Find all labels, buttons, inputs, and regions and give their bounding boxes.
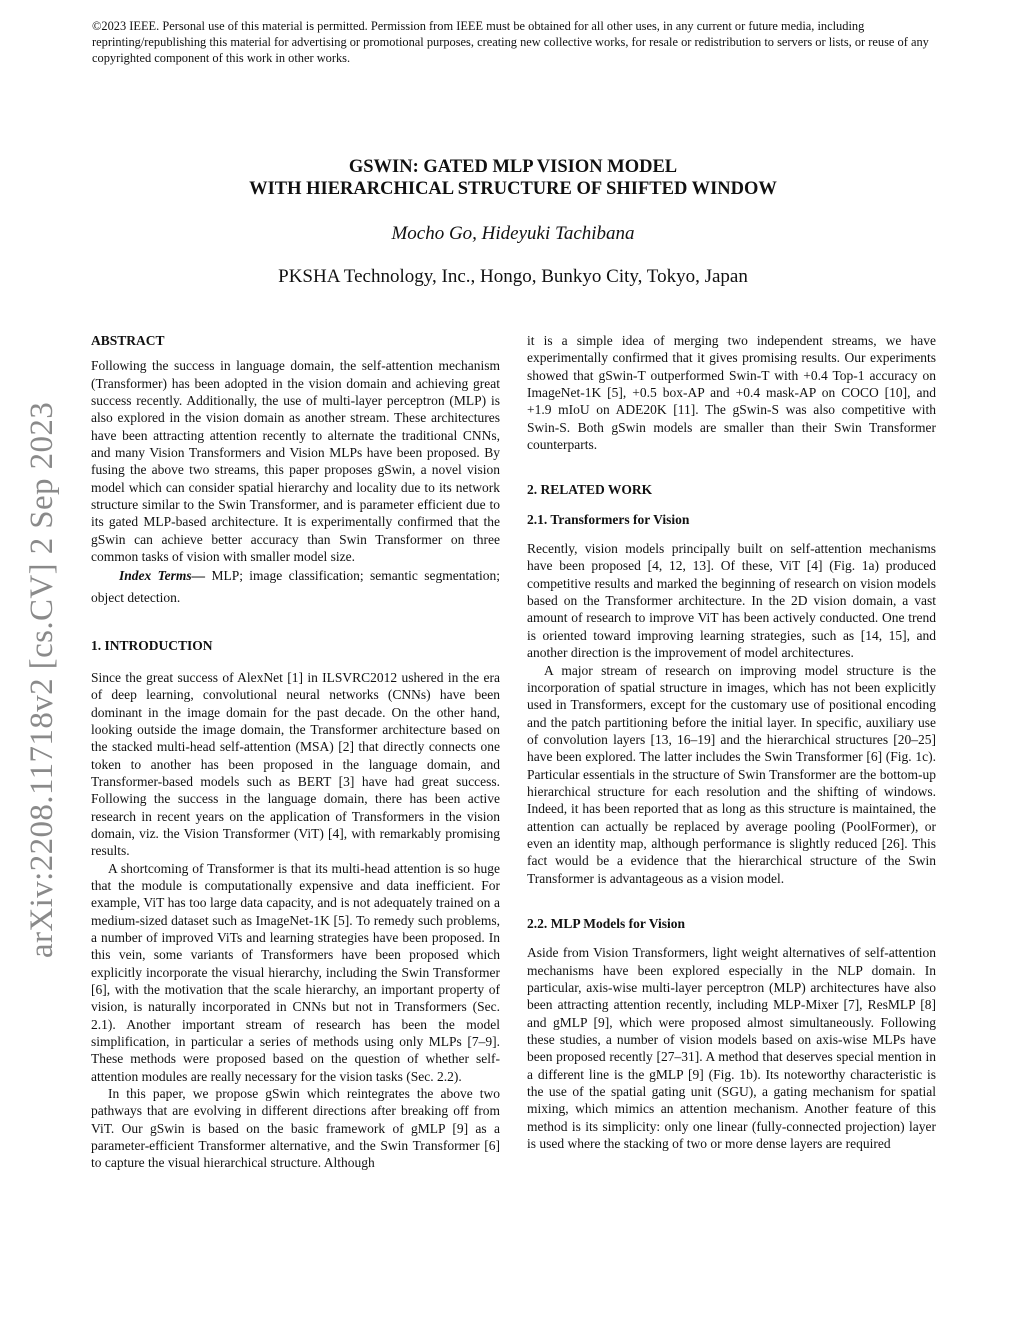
subsection-transformers-heading: 2.1. Transformers for Vision [527, 511, 690, 527]
intro-paragraph-2: A shortcoming of Transformer is that its multi-head attention is so huge that the module is computationally expensive and data inefficient. For example, ViT has too large data capacity, and is not adequately trained on a medium-sized dataset such as ImageNet-1K [5]. To remedy such problems, a number of improved ViTs and learning strategies have been proposed. In this vein, some variants of Transformers have been proposed which explicitly incorporate the visual hierarchy, including the Swin Transformer [6], with the motivation that the scale hierarchy, an important property of vision, is naturally incorporated in CNNs but not in Transformers (Sec. 2.1). Another important stream of research has been the model simplification, in particular a series of methods using only MLPs [7–9]. These methods were proposed based on the question of whether self-attention modules are really necessary for the vision tasks (Sec. 2.2). [91, 860, 500, 1084]
authors: Mocho Go, Hideyuki Tachibana [391, 223, 635, 244]
affiliation: PKSHA Technology, Inc., Hongo, Bunkyo City, Tokyo, Japan [278, 266, 748, 287]
title-line-1: GSWIN: GATED MLP VISION MODEL [348, 157, 678, 177]
right-column [527, 332, 936, 1152]
arxiv-identifier-stamp[interactable]: arXiv:2208.11718v2 [cs.CV] 2 Sep 2023 [24, 401, 60, 958]
index-terms [91, 565, 500, 609]
transformers-paragraph-1: Recently, vision models principally built on self-attention mechanisms have been proposed [4, 12, 13]. Of these, ViT [4] (Fig. 1a) produced competitive results and marked the beginning of research on vision models based on the Transformer architecture. In the 2D vision domain, a vast amount of research to improve ViT has been actively conducted. One trend is oriented toward improving learning strategies, such as [14, 15], and another direction is the improvement of model architectures. [527, 541, 936, 661]
subsection-mlp-heading: 2.2. MLP Models for Vision [527, 915, 686, 931]
index-terms-text: MLP; image classification; semantic segmentation; object detection. [91, 568, 501, 606]
copyright-notice: ©2023 IEEE. Personal use of this material is permitted. Permission from IEEE must be obtained for all other uses, in any current or future media, including reprinting/republishing this material for advertising or promotional purposes, creating new collective works, for resale or redistribution to servers or lists, or reuse of any copyrighted component of this work in other works. [92, 19, 929, 65]
index-terms-label: Index Terms— [119, 568, 206, 584]
introduction-heading: 1. INTRODUCTION [91, 638, 213, 654]
left-column [91, 332, 500, 1172]
abstract-heading: ABSTRACT [91, 333, 165, 348]
intro-paragraph-1: Since the great success of AlexNet [1] in ILSVRC2012 ushered in the era of deep learning, convolutional neural networks (CNNs) have been dominant in the image domain for the past decade. On the other hand, looking outside the image domain, the Transformer architecture based on the stacked multi-head self-attention (MSA) [2] that directly connects one token to another has been proposed in the language domain, and Transformer-based models such as BERT [3] have had great success. Following the success in the language domain, there has been active research in recent years on the application of Transformers in the vision domain, viz. the Vision Transformer (ViT) [4], with remarkably promising results. [91, 669, 500, 859]
intro-paragraph-3: In this paper, we propose gSwin which reintegrates the above two pathways that are evolving in different directions after breaking off from ViT. Our gSwin is based on the basic framework of gMLP [9] as a parameter-efficient Transformer alternative, and the Swin Transformer [6] to capture the visual hierarchical structure. Although [91, 1086, 500, 1171]
paper-title [92, 156, 934, 200]
mlp-paragraph-1: Aside from Vision Transformers, light weight alternatives of self-attention mechanisms have been explored especially in the NLP domain. In particular, axis-wise multi-layer perceptron (MLP) architectures have also been attracting attention recently, including MLP-Mixer [7], ResMLP [8] and gMLP [9], which were proposed almost simultaneously. Following these studies, a number of vision models based on axis-wise MLPs have been proposed recently [27–31]. A method that deserves special mention in a different line is the gMLP [9] (Fig. 1b). Its noteworthy characteristic is the use of the spatial gating unit (SGU), a gating mechanism for spatial mixing, which mimics an attention mechanism. Another feature of this method is its simplicity: only one linear (fully-connected projection) layer is used where the stacking of two or more dense layers are required [527, 945, 936, 1152]
title-line-2: WITH HIERARCHICAL STRUCTURE OF SHIFTED WINDOW [249, 179, 777, 199]
abstract-text: Following the success in language domain, the self-attention mechanism (Transformer) has been adopted in the vision domain and achieving great success recently. Additionally, the use of multi-layer perceptron (MLP) is also explored in the vision domain as another stream. These architectures have been attracting attention recently to alternate the traditional CNNs, and many Vision Transformers and Vision MLPs have been proposed. By fusing the above two streams, this paper proposes gSwin, a novel vision model which can consider spatial hierarchy and locality due to its network structure similar to the Swin Transformer, and is parameter efficient due to its gated MLP-based architecture. It is experimentally confirmed that the gSwin can achieve better accuracy than Swin Transformer on three common tasks of vision with smaller model size. [91, 358, 500, 565]
intro-paragraph-continued: it is a simple idea of merging two independent streams, we have experimentally confirmed that it gives promising results. Our experiments showed that gSwin-T outperformed Swin-T with +0.4 Top-1 accuracy on ImageNet-1K [5], +0.5 box-AP and +0.4 mask-AP on COCO [10], and +1.9 mIoU on ADE20K [11]. The gSwin-S was also competitive with Swin-S. Both gSwin models are smaller than their Swin Transformer counterparts. [527, 333, 936, 453]
transformers-paragraph-2: A major stream of research on improving model structure is the incorporation of spatial structure in images, which has not been explicitly used in Transformers, except for the customary use of positional encoding and the patch partitioning before the initial layer. In specific, auxiliary use of convolution layers [13, 16–19] and the hierarchical structures [20–25] have been explored. The latter includes the Swin Transformer [6] (Fig. 1c). Particular essentials in the structure of Swin Transformer are the bottom-up hierarchical structure for each resolution and the shifting of windows. Indeed, it has been reported that as long as this structure is maintained, the attention can actually be replaced by average pooling (PoolFormer), or even an identity map, although performance is slightly reduced [26]. This fact would be a evidence that the hierarchical structure of the Swin Transformer is advantageous as a vision model. [527, 662, 936, 886]
related-work-heading: 2. RELATED WORK [527, 482, 653, 498]
